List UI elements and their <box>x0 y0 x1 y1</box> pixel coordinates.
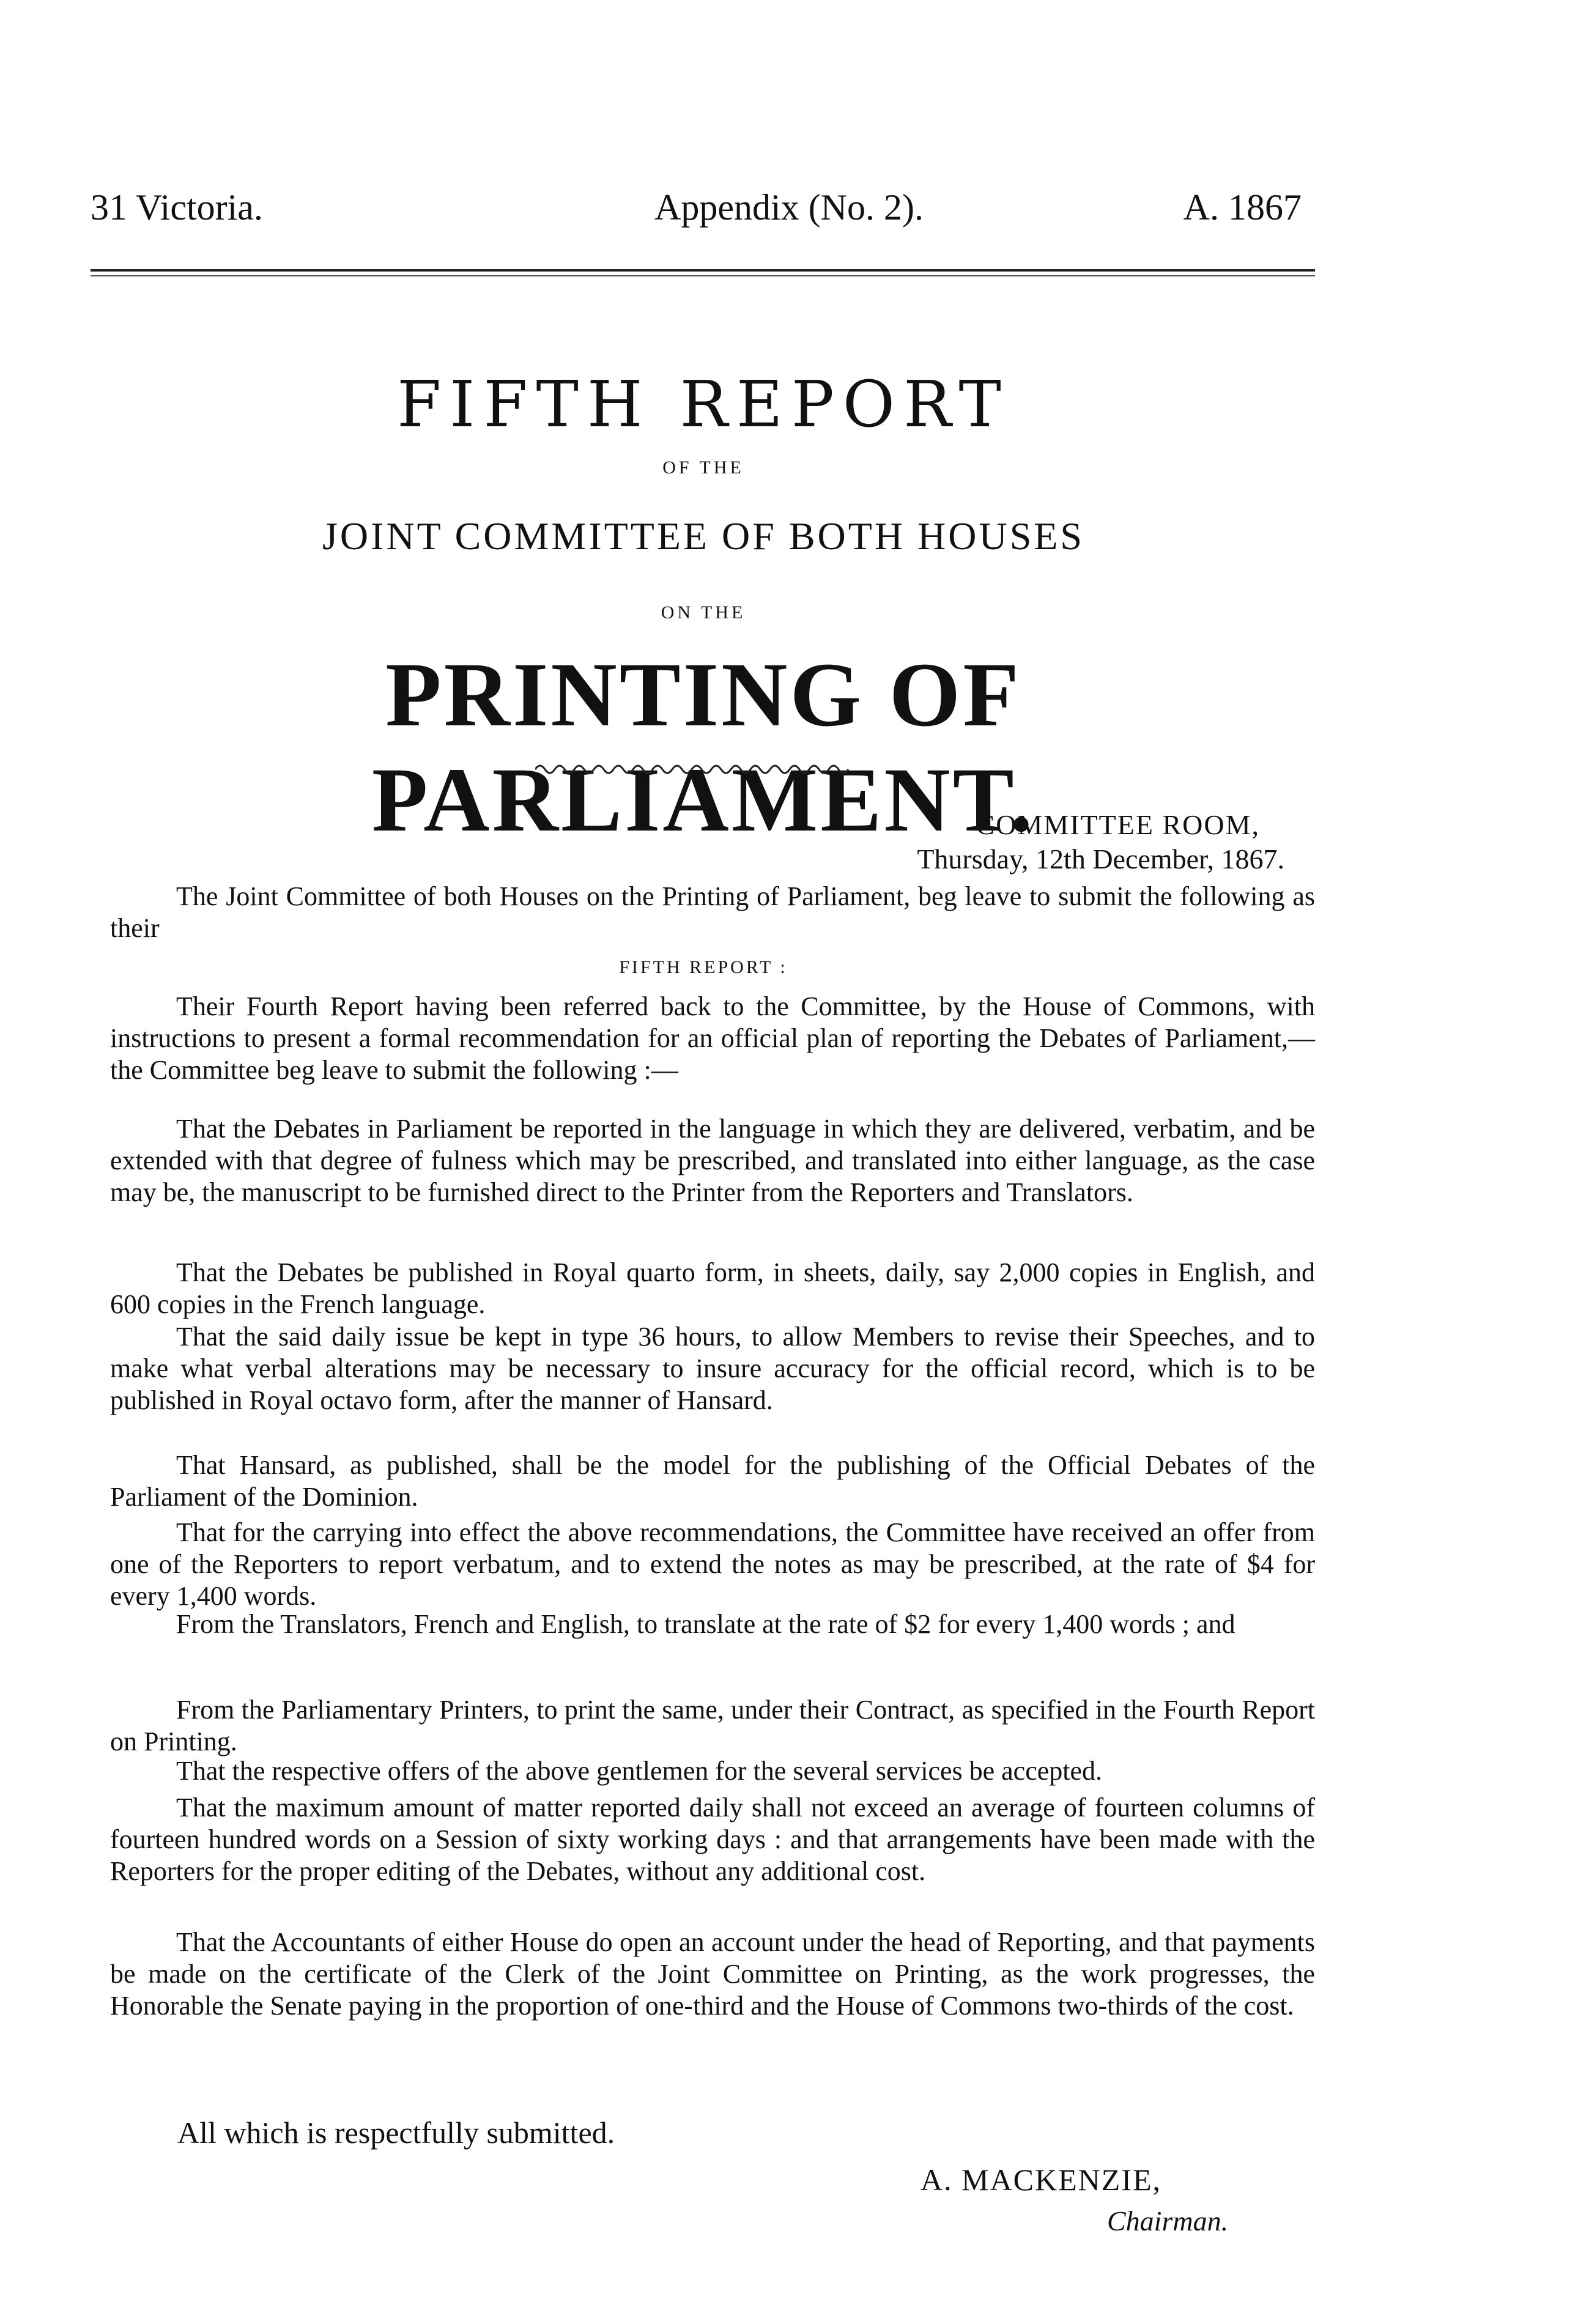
paragraph-10: That the maximum amount of matter reported daily shall not exceed an average of fourteen columns of fourteen hundred words on a Session of sixty working days : and that arrangements have been made with the Reporters for the proper editing of the Debates, without any additional cost. <box>110 1793 1315 1886</box>
signatory-role: Chairman. <box>1107 2205 1229 2237</box>
paragraph-5: That Hansard, as published, shall be the model for the publishing of the Official Debates of the Parliament of the Dominion. <box>110 1450 1315 1512</box>
paragraph-4: That the said daily issue be kept in type 36 hours, to allow Members to revise their Speeches, and to make what verbal alterations may be necessary to insure accuracy for the official record, which is to be published in Royal octavo form, after the manner of Hansard. <box>110 1322 1315 1415</box>
paragraph-3: That the Debates be published in Royal quarto form, in sheets, daily, say 2,000 copies in English, and 600 copies in the French language. <box>110 1257 1315 1319</box>
section-heading: FIFTH REPORT : <box>619 957 788 977</box>
title-committee: JOINT COMMITTEE OF BOTH HOUSES <box>322 514 1084 558</box>
header-appendix: Appendix (No. 2). <box>654 187 924 228</box>
paragraph-1: Their Fourth Report having been referred back to the Committee, by the House of Commons, with instructions to present a formal recommendation for an official plan of reporting the Debates of Parliament,—the Committee beg leave to submit the following :— <box>110 991 1315 1085</box>
paragraph-11: That the Accountants of either House do open an account under the head of Reporting, and that payments be made on the certificate of the Clerk of the Joint Committee on Printing, as the work progresses, the Honorable the Senate paying in the proportion of one-third and the House of Commons two-thirds of the cost. <box>110 1927 1315 2021</box>
committee-room: COMMITTEE ROOM, <box>976 809 1260 840</box>
header-year: A. 1867 <box>1183 187 1302 228</box>
closing-line: All which is respectfully submitted. <box>177 2115 615 2150</box>
paragraph-8: From the Parliamentary Printers, to print the same, under their Contract, as specified in the Fourth Report on Printing. <box>110 1695 1315 1756</box>
paragraph-9: That the respective offers of the above gentlemen for the several services be accepted. <box>176 1756 1103 1786</box>
header-rule <box>91 269 1315 272</box>
title-of-the: OF THE <box>662 457 744 478</box>
paragraph-6: That for the carrying into effect the above recommendations, the Committee have received an offer from one of the Reporters to report verbatum, and to extend the notes as may be prescribed, at the rate of $4 for every 1,400 words. <box>110 1517 1315 1611</box>
report-date: Thursday, 12th December, 1867. <box>917 843 1284 875</box>
title-on-the: ON THE <box>661 602 746 623</box>
paragraph-7: From the Translators, French and English, to translate at the rate of $2 for every 1,400 words ; and <box>176 1609 1235 1639</box>
intro-paragraph: The Joint Committee of both Houses on the Printing of Parliament, beg leave to submit the following as their <box>110 881 1315 943</box>
ornamental-rule <box>535 758 853 777</box>
signatory-name: A. MACKENZIE, <box>920 2163 1162 2197</box>
paragraph-2: That the Debates in Parliament be reported in the language in which they are delivered, verbatim, and be extended with that degree of fulness which may be prescribed, and translated into either language, as the case may be, the manuscript to be furnished direct to the Printer from the Reporters and Translators. <box>110 1114 1315 1207</box>
title-subject: PRINTING OF PARLIAMENT. <box>371 644 1035 851</box>
header-session: 31 Victoria. <box>91 187 263 228</box>
report-title: FIFTH REPORT <box>397 367 1010 442</box>
header-rule-thin <box>91 275 1315 276</box>
